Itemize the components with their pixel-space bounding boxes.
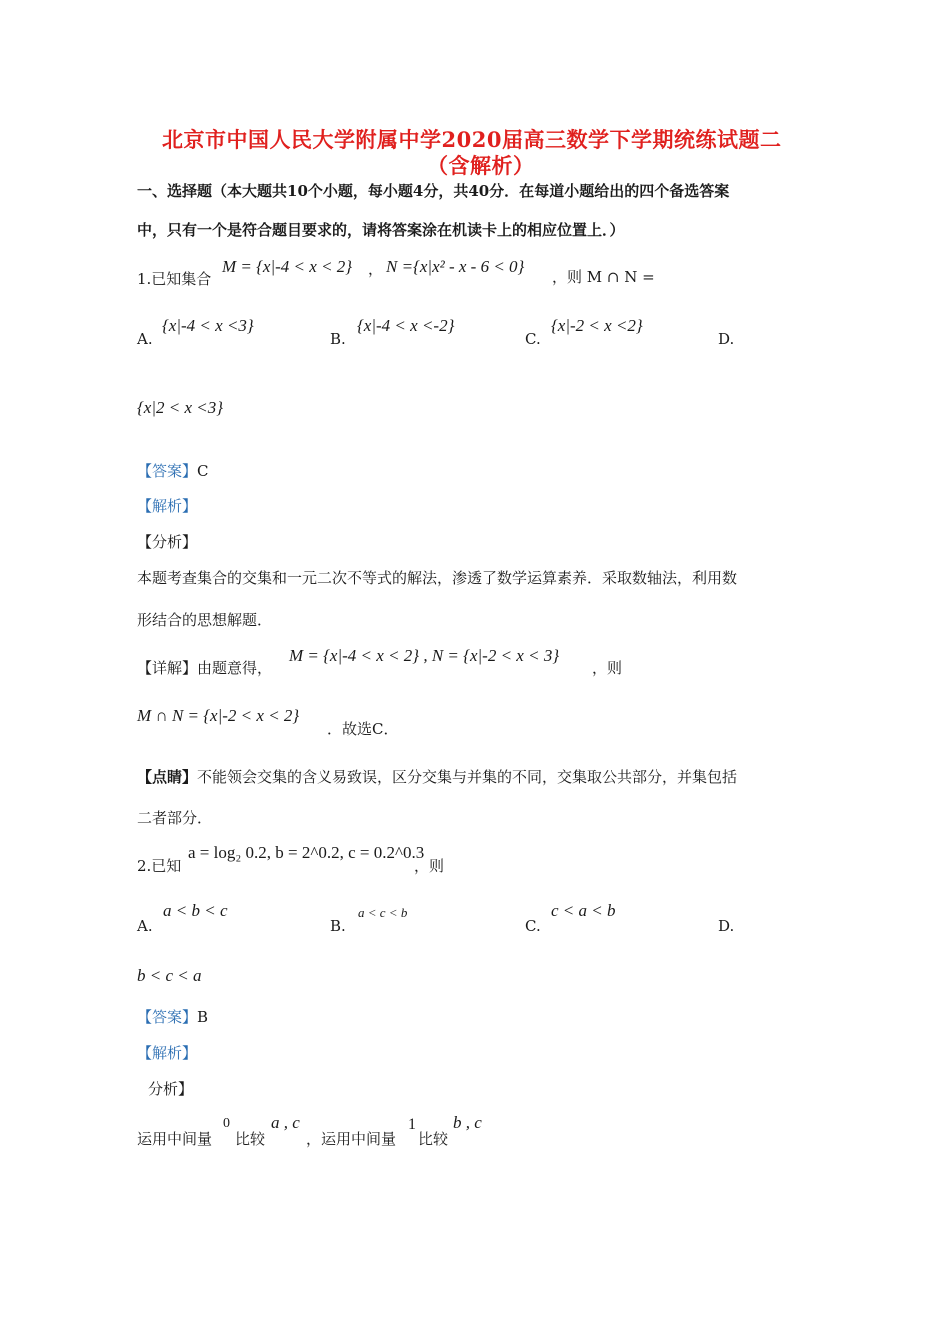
q1-fenxi-line2: 形结合的思想解题． xyxy=(137,611,273,629)
q1-analysis-tag: 【解析】 xyxy=(137,497,198,515)
q2-answer-tag: 【答案】 xyxy=(137,1008,198,1026)
q1-answer-value: C xyxy=(197,462,209,480)
section-header-line1: 一、选择题（本大题共10个小题，每小题4分，共40分．在每道小题给出的四个备选答案 xyxy=(137,182,730,200)
q1-result-suffix: ．故选C． xyxy=(327,720,399,738)
page-title: 北京市中国人民大学附属中学2020届高三数学下学期统练试题二 xyxy=(162,127,782,152)
page-subtitle: （含解析） xyxy=(427,153,535,178)
q1-set-n: N ={x|x² - x - 6 < 0} xyxy=(386,257,525,276)
q2-fenxi-tag: 分析】 xyxy=(148,1080,194,1098)
q2-num0: 0 xyxy=(223,1116,230,1131)
q2-option-a: a < b < c xyxy=(163,901,228,920)
q1-option-a: {x|-4 < x <3} xyxy=(162,316,254,335)
q2-option-a-label: A. xyxy=(137,917,153,935)
q1-option-b-label: B. xyxy=(330,330,346,348)
q1-comment-text: 不能领会交集的含义易致误，区分交集与并集的不同，交集取公共部分，并集包括 xyxy=(197,768,738,786)
q1-fenxi-line1: 本题考查集合的交集和一元二次不等式的解法，渗透了数学运算素养．采取数轴法，利用数 xyxy=(137,569,738,587)
q2-fenxi-line-d: 比较 xyxy=(418,1130,449,1148)
q2-answer xyxy=(137,1006,208,1027)
q1-option-d: {x|2 < x <3} xyxy=(137,398,224,417)
q1-detail-text: 由题意得， xyxy=(197,659,273,677)
q1-option-d-label: D. xyxy=(718,330,735,348)
q2-fenxi-line-a: 运用中间量 xyxy=(137,1130,213,1148)
q2-option-c-label: C. xyxy=(525,917,541,935)
section-header-line2: 中，只有一个是符合题目要求的，请将答案涂在机读卡上的相应位置上．） xyxy=(137,221,625,239)
q1-set-m: M = {x|-4 < x < 2} xyxy=(222,257,353,276)
q2-fenxi-line-b: 比较 xyxy=(235,1130,266,1148)
q1-option-c-label: C. xyxy=(525,330,541,348)
q1-option-c: {x|-2 < x <2} xyxy=(551,316,643,335)
q2-option-d-label: D. xyxy=(718,917,735,935)
q2-answer-value: B xyxy=(197,1008,209,1026)
q1-detail-tag: 【详解】 xyxy=(137,659,198,677)
q1-option-b: {x|-4 < x <-2} xyxy=(357,316,455,335)
q2-analysis-tag: 【解析】 xyxy=(137,1044,198,1062)
q2-stem-prefix: 2.已知 xyxy=(137,857,182,875)
q1-result-expr: M ∩ N = {x|-2 < x < 2} xyxy=(137,706,300,725)
q1-detail-expr: M = {x|-4 < x < 2} , N = {x|-2 < x < 3} xyxy=(289,646,560,665)
q2-ac: a , c xyxy=(271,1113,300,1132)
q1-stem-suffix: ，则 M ∩ N = xyxy=(552,268,655,286)
q2-option-d: b < c < a xyxy=(137,966,202,985)
q2-bc: b , c xyxy=(453,1113,482,1132)
q1-answer-tag: 【答案】 xyxy=(137,462,198,480)
q2-option-b-label: B. xyxy=(330,917,346,935)
q1-stem-prefix: 1.已知集合 xyxy=(137,270,212,288)
q2-option-b: a < c < b xyxy=(358,905,408,920)
q2-fenxi-line-c: ，运用中间量 xyxy=(306,1130,397,1148)
q2-stem-suffix: ，则 xyxy=(414,857,445,875)
q1-detail xyxy=(137,657,272,678)
q2-num1: 1 xyxy=(408,1116,416,1133)
q1-separator: ， xyxy=(368,260,384,278)
q1-comment-tag: 【点睛】 xyxy=(137,768,198,786)
q1-answer xyxy=(137,460,209,481)
q1-comment-line1 xyxy=(137,766,737,787)
q2-option-c: c < a < b xyxy=(551,901,616,920)
q1-detail-suffix: ，则 xyxy=(592,659,623,677)
q2-stem-expr: a = log₂ 0.2, b = 2^0.2, c = 0.2^0.3 xyxy=(188,843,425,862)
q1-fenxi-tag: 【分析】 xyxy=(137,533,198,551)
q1-comment-line2: 二者部分． xyxy=(137,809,213,827)
q1-option-a-label: A. xyxy=(137,330,153,348)
